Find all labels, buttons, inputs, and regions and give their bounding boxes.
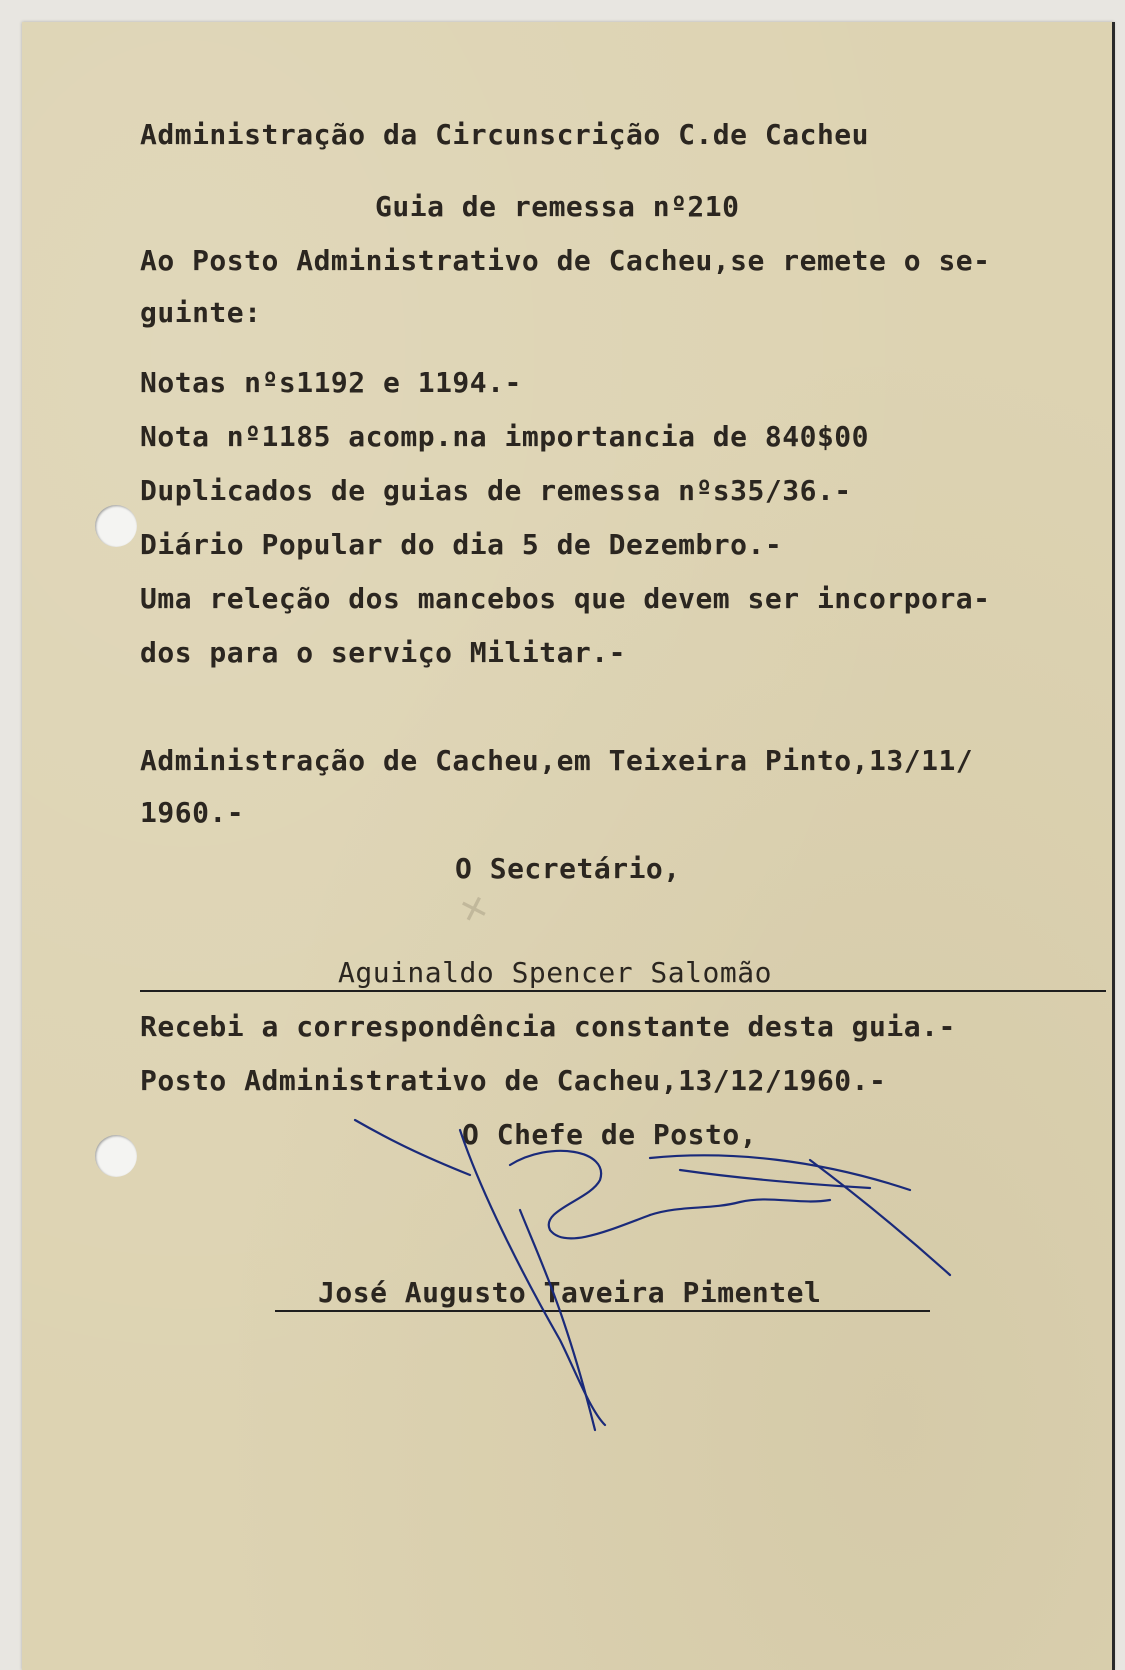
secretary-title: O Secretário, [455,852,681,885]
document-subtitle: Guia de remessa nº210 [375,190,740,223]
dateline-2: 1960.- [140,796,245,829]
body-line-2: guinte: [140,296,262,329]
faint-stamp: ✕ [455,888,494,933]
punch-hole-top [95,505,137,547]
body-line-1: Ao Posto Administrativo de Cacheu,se remete o se- [140,244,991,277]
item-line: Duplicados de guias de remessa nºs35/36.- [140,474,852,507]
receipt-line-1: Recebi a correspondência constante desta guia.- [140,1010,956,1043]
punch-hole-bottom [95,1135,137,1177]
chief-title: O Chefe de Posto, [462,1118,758,1151]
item-line: Notas nºs1192 e 1194.- [140,366,522,399]
chief-name: José Augusto Taveira Pimentel [318,1276,822,1309]
handwritten-signature [350,1110,1000,1440]
page-edge [1112,22,1115,1670]
item-line: dos para o serviço Militar.- [140,636,627,669]
document-title: Administração da Circunscrição C.de Cacheu [140,118,870,151]
dateline-1: Administração de Cacheu,em Teixeira Pinto,13/11/ [140,744,974,777]
item-line: Nota nº1185 acomp.na importancia de 840$00 [140,420,870,453]
item-line: Diário Popular do dia 5 de Dezembro.- [140,528,783,561]
item-line: Uma releção dos mancebos que devem ser incorpora- [140,582,991,615]
secretary-name: Aguinaldo Spencer Salomão [338,956,772,989]
receipt-line-2: Posto Administrativo de Cacheu,13/12/1960.- [140,1064,887,1097]
secretary-signature-line [140,990,1106,992]
